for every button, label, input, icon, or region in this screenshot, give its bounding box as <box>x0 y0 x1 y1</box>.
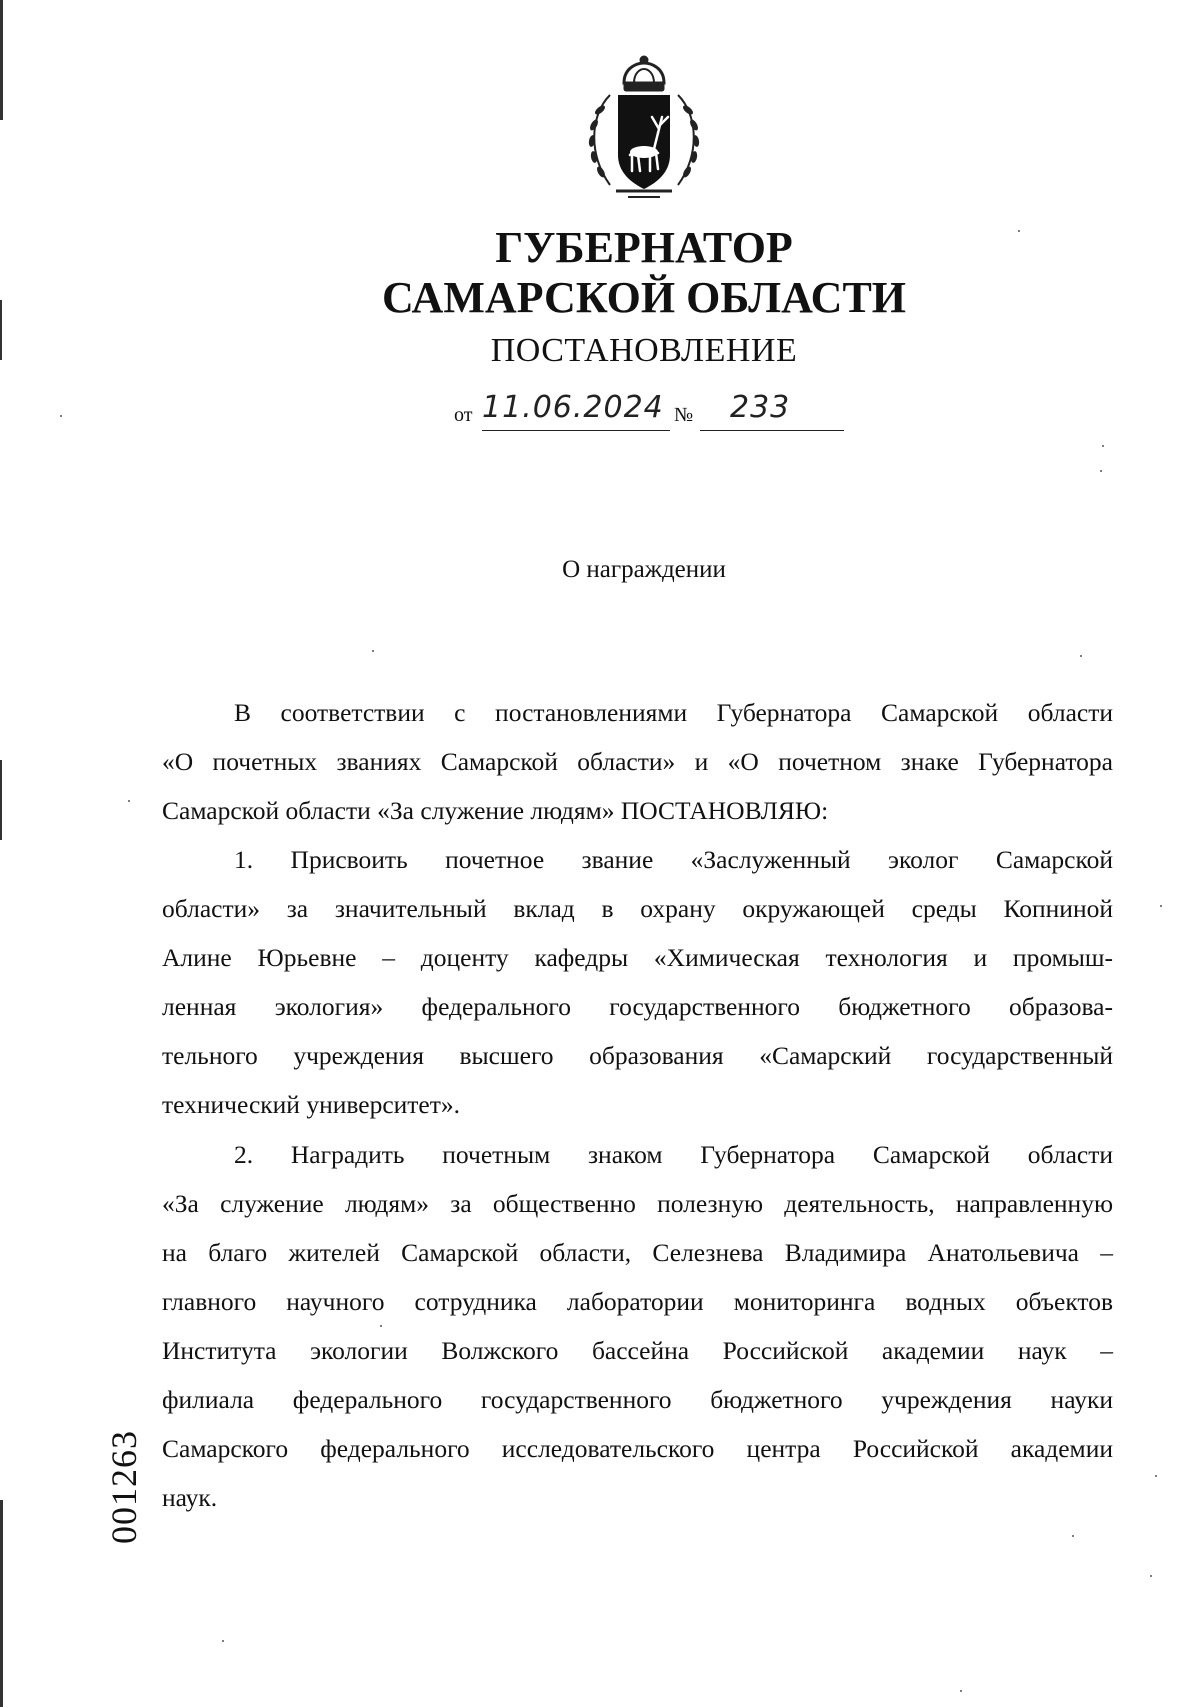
text-line: технический университет». <box>162 1090 461 1119</box>
text-line: В соответствии с постановлениями Губернатора Самарской области <box>234 698 1113 727</box>
text-line: на благо жителей Самарской области, Селезнева Владимира Анатольевича – <box>162 1238 1113 1267</box>
text-line: тельного учреждения высшего образования «Самарский государственный <box>162 1041 1113 1070</box>
text-line: Алине Юрьевне – доценту кафедры «Химическая технология и промыш- <box>162 943 1113 972</box>
document-type: ПОСТАНОВЛЕНИЕ <box>490 332 798 369</box>
registration-line <box>454 392 854 428</box>
scan-speck <box>1102 445 1104 447</box>
issuer-title-line1: ГУБЕРНАТОР <box>495 223 793 272</box>
scan-speck <box>222 1640 224 1642</box>
date-prefix: от <box>454 404 473 426</box>
issuer-title-line2: САМАРСКОЙ ОБЛАСТИ <box>381 273 907 322</box>
text-line: наук. <box>162 1483 218 1512</box>
scan-speck <box>372 650 374 652</box>
scan-speck <box>1072 1535 1074 1537</box>
text-line: Самарского федерального исследовательского центра Российской академии <box>162 1434 1113 1463</box>
text-line: 2. Наградить почетным знаком Губернатора Самарской области <box>234 1140 1113 1169</box>
preamble-paragraph <box>162 688 1113 835</box>
scan-speck <box>960 1690 962 1692</box>
text-line: Института экологии Волжского бассейна Российской академии наук – <box>162 1336 1113 1365</box>
item-1-paragraph <box>162 835 1113 1129</box>
scan-edge-mark <box>0 760 2 840</box>
number-underline <box>700 430 844 431</box>
text-line: главного научного сотрудника лаборатории мониторинга водных объектов <box>162 1287 1113 1316</box>
samara-coat-of-arms-icon <box>580 55 708 205</box>
text-line: области» за значительный вклад в охрану окружающей среды Копниной <box>162 894 1113 923</box>
scan-edge-mark <box>0 0 3 120</box>
scan-edge-mark <box>0 1500 3 1707</box>
archive-number: 001263 <box>104 1430 144 1544</box>
scan-speck <box>60 415 62 417</box>
date-underline <box>482 430 670 431</box>
scan-speck <box>1100 470 1102 472</box>
scan-speck <box>1080 655 1082 657</box>
text-line: ленная экология» федерального государственного бюджетного образова- <box>162 992 1113 1021</box>
text-line: филиала федерального государственного бюджетного учреждения науки <box>162 1385 1113 1414</box>
scan-edge-mark <box>0 300 2 360</box>
handwritten-date: 11.06.2024 <box>482 390 664 425</box>
text-line: Самарской области «За служение людям» ПОСТАНОВЛЯЮ: <box>162 796 829 825</box>
item-2-paragraph <box>162 1130 1113 1522</box>
scan-speck <box>1155 1475 1157 1477</box>
number-prefix: № <box>674 404 694 426</box>
scan-speck <box>128 800 130 802</box>
text-line: «За служение людям» за общественно полезную деятельность, направленную <box>162 1189 1113 1218</box>
handwritten-number: 233 <box>730 390 791 425</box>
text-line: 1. Присвоить почетное звание «Заслуженный эколог Самарской <box>234 845 1113 874</box>
scan-speck <box>1150 1575 1152 1577</box>
text-line: «О почетных званиях Самарской области» и «О почетном знаке Губернатора <box>162 747 1113 776</box>
document-subject: О награждении <box>562 556 726 583</box>
scan-speck <box>1160 905 1162 907</box>
